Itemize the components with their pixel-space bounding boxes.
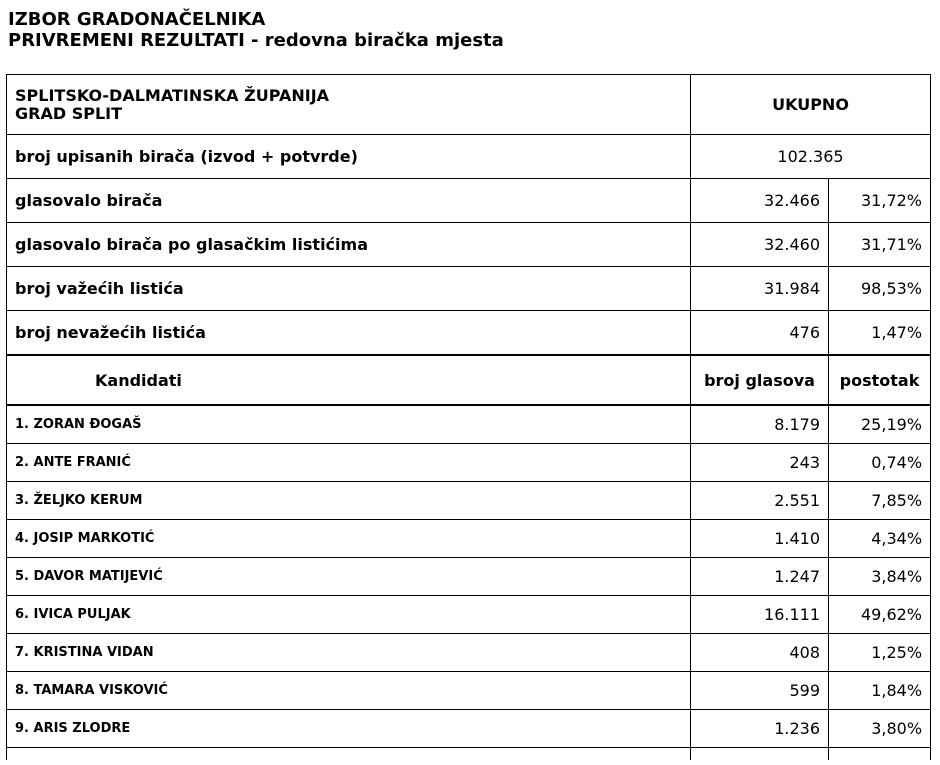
candidate-percent: 25,19% [829, 405, 931, 444]
candidate-row [7, 672, 931, 710]
stat-value: 32.466 [691, 179, 829, 223]
candidate-row [7, 710, 931, 748]
candidate-votes: 1.247 [691, 558, 829, 596]
total-header: UKUPNO [691, 75, 931, 135]
candidate-name: 9. ARIS ZLODRE [7, 710, 691, 748]
candidate-votes: 408 [691, 634, 829, 672]
results-subtitle: PRIVREMENI REZULTATI - redovna biračka mjesta [8, 30, 504, 51]
candidate-percent: 4,34% [829, 520, 931, 558]
candidate-percent: 0,74% [829, 444, 931, 482]
stat-label: broj važećih listića [7, 267, 691, 311]
candidates-column-header: Kandidati [7, 355, 691, 405]
continuation-cell [691, 748, 829, 761]
candidate-percent: 1,25% [829, 634, 931, 672]
region-header-row [7, 75, 931, 135]
continuation-cell [829, 748, 931, 761]
stat-row-invalid-ballots [7, 311, 931, 356]
stat-percent: 31,71% [829, 223, 931, 267]
page-heading [8, 9, 504, 51]
election-title: IZBOR GRADONAČELNIKA [8, 9, 266, 30]
candidate-votes: 1.410 [691, 520, 829, 558]
candidate-row [7, 405, 931, 444]
candidate-votes: 1.236 [691, 710, 829, 748]
candidate-votes: 599 [691, 672, 829, 710]
stat-percent: 31,72% [829, 179, 931, 223]
stat-value: 476 [691, 311, 829, 356]
continuation-cell [7, 748, 691, 761]
candidate-percent: 3,80% [829, 710, 931, 748]
candidate-votes: 243 [691, 444, 829, 482]
candidate-votes: 2.551 [691, 482, 829, 520]
votes-column-header: broj glasova [691, 355, 829, 405]
stat-label: broj upisanih birača (izvod + potvrde) [7, 135, 691, 179]
stat-value: 31.984 [691, 267, 829, 311]
stat-value: 32.460 [691, 223, 829, 267]
candidates-header-row [7, 355, 931, 405]
candidate-name: 6. IVICA PULJAK [7, 596, 691, 634]
candidate-row [7, 520, 931, 558]
percent-column-header: postotak [829, 355, 931, 405]
table-continuation-row [7, 748, 931, 761]
results-table [6, 74, 931, 760]
stat-label: glasovalo birača po glasačkim listićima [7, 223, 691, 267]
candidate-votes: 16.111 [691, 596, 829, 634]
candidate-row [7, 558, 931, 596]
stat-row-voted [7, 179, 931, 223]
candidate-name: 7. KRISTINA VIDAN [7, 634, 691, 672]
region-cell [7, 75, 691, 135]
city-name: GRAD SPLIT [15, 103, 122, 123]
stat-row-valid-ballots [7, 267, 931, 311]
candidate-name: 8. TAMARA VISKOVIĆ [7, 672, 691, 710]
stat-percent: 1,47% [829, 311, 931, 356]
stat-row-voted-by-ballots [7, 223, 931, 267]
candidate-row [7, 444, 931, 482]
candidate-row [7, 482, 931, 520]
candidate-name: 1. ZORAN ĐOGAŠ [7, 405, 691, 444]
candidate-percent: 3,84% [829, 558, 931, 596]
county-name: SPLITSKO-DALMATINSKA ŽUPANIJA [15, 85, 330, 105]
stat-percent: 98,53% [829, 267, 931, 311]
candidate-percent: 7,85% [829, 482, 931, 520]
stat-label: broj nevažećih listića [7, 311, 691, 356]
candidate-row [7, 596, 931, 634]
stat-label: glasovalo birača [7, 179, 691, 223]
candidate-name: 2. ANTE FRANIĆ [7, 444, 691, 482]
candidate-percent: 49,62% [829, 596, 931, 634]
stat-value: 102.365 [691, 135, 931, 179]
candidate-votes: 8.179 [691, 405, 829, 444]
candidate-row [7, 634, 931, 672]
candidate-name: 5. DAVOR MATIJEVIĆ [7, 558, 691, 596]
candidate-name: 4. JOSIP MARKOTIĆ [7, 520, 691, 558]
candidate-name: 3. ŽELJKO KERUM [7, 482, 691, 520]
candidate-percent: 1,84% [829, 672, 931, 710]
stat-row-registered-voters [7, 135, 931, 179]
